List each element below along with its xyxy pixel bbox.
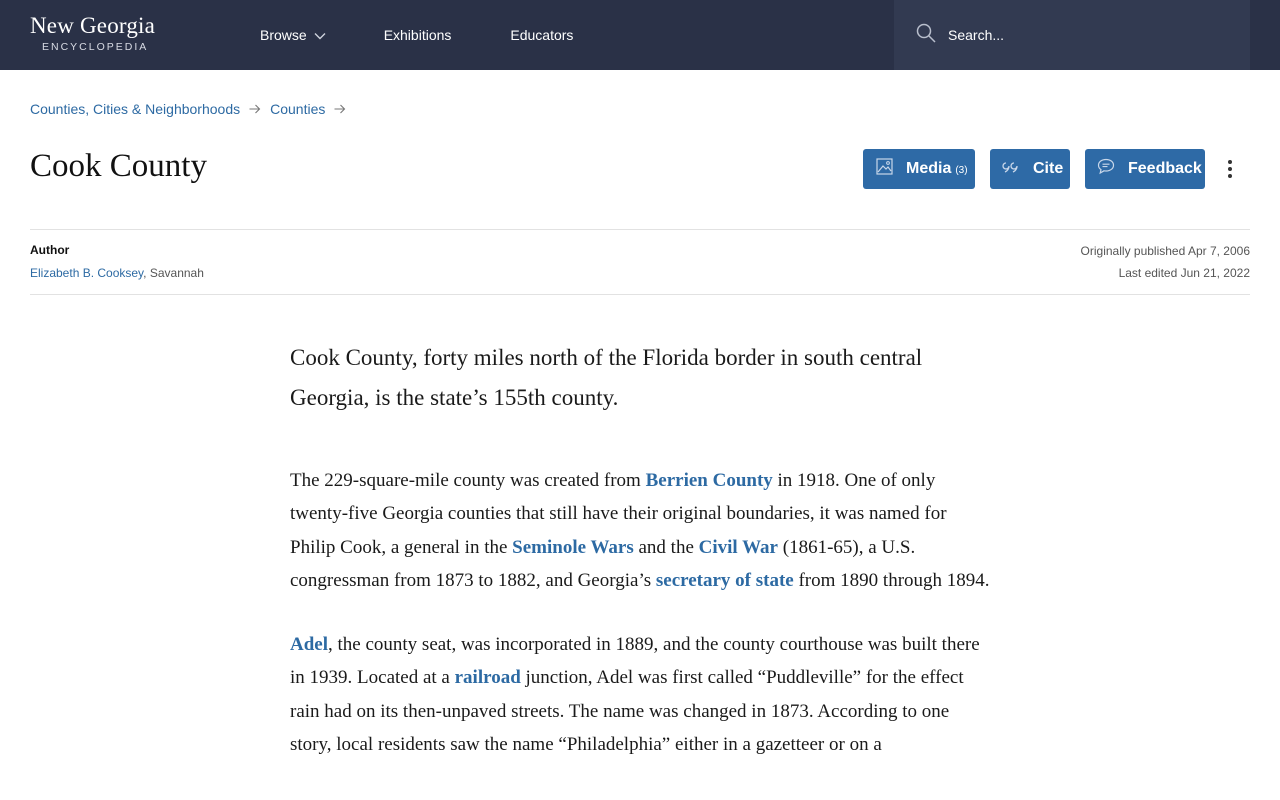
logo-subtitle: ENCYCLOPEDIA <box>42 41 149 53</box>
nav-educators[interactable] <box>510 27 573 43</box>
speech-bubble-icon <box>1097 158 1128 180</box>
media-button-label: Media <box>906 160 952 177</box>
main-nav <box>260 0 573 70</box>
site-header <box>0 0 1280 70</box>
image-icon <box>876 158 906 180</box>
link-adel[interactable]: Adel <box>290 634 328 656</box>
feedback-button[interactable] <box>1085 149 1205 189</box>
search-box[interactable] <box>894 0 1250 70</box>
author-label: Author <box>30 243 70 257</box>
nav-browse[interactable] <box>260 27 326 43</box>
text-span: junction, Adel was first called “Puddleville” for the effect rain had on its then-unpaved streets. The name was changed in 1873. According to one story, local residents saw the name “Philadelphia” either in a gazetteer or on a <box>290 667 964 756</box>
link-secretary-of-state[interactable]: secretary of state <box>655 569 794 591</box>
nav-exhibitions[interactable] <box>384 27 452 43</box>
link-seminole-wars[interactable]: Seminole Wars <box>512 536 634 558</box>
breadcrumb-counties[interactable]: Counties <box>270 101 326 117</box>
quote-icon <box>1002 160 1033 179</box>
cite-button-label: Cite <box>1033 160 1064 177</box>
text-span: The 229-square-mile county was created from <box>290 470 646 491</box>
text-span: in 1918. One of only twenty-five Georgia counties that still have their original boundaries, it was named for Philip Cook, a general in the <box>290 470 947 558</box>
author-link[interactable]: Elizabeth B. Cooksey <box>30 266 144 280</box>
text-span: from 1890 through 1894. <box>793 569 990 591</box>
link-civil-war[interactable]: Civil War <box>698 536 778 558</box>
nav-exhibitions-label: Exhibitions <box>383 27 452 43</box>
author-location: , Savannah <box>143 266 204 280</box>
search-input[interactable] <box>948 27 1228 43</box>
article-actions <box>863 149 1235 189</box>
breadcrumb-counties-cities[interactable]: Counties, Cities & Neighborhoods <box>30 101 241 117</box>
media-button[interactable] <box>863 149 975 189</box>
article-paragraph <box>290 628 990 761</box>
chevron-down-icon <box>314 27 326 43</box>
edited-date: Last edited Jun 21, 2022 <box>1118 266 1250 280</box>
nav-browse-label: Browse <box>260 27 307 43</box>
text-span: and the <box>633 536 699 558</box>
page-title: Cook County <box>30 148 207 184</box>
divider <box>30 294 1250 295</box>
article-body <box>290 338 990 792</box>
logo-title: New Georgia <box>30 13 156 38</box>
nav-educators-label: Educators <box>510 27 574 43</box>
article-paragraph <box>290 464 990 597</box>
text-span: (1861-65), a U.S. congressman from 1873 to 1882, and Georgia’s <box>290 536 916 591</box>
cite-button[interactable] <box>990 149 1070 189</box>
search-icon[interactable] <box>916 23 936 48</box>
article-lead: Cook County, forty miles north of the Florida border in south central Georgia, is the state’s 155th county. <box>290 345 923 410</box>
author-line <box>30 266 204 280</box>
feedback-button-label: Feedback <box>1128 160 1202 177</box>
arrow-right-icon <box>249 101 261 117</box>
site-logo[interactable] <box>30 13 155 53</box>
more-vertical-icon[interactable] <box>1225 159 1235 180</box>
link-berrien-county[interactable]: Berrien County <box>645 470 773 491</box>
link-railroad[interactable]: railroad <box>454 667 521 689</box>
published-date: Originally published Apr 7, 2006 <box>1080 244 1250 258</box>
media-count: (3) <box>955 165 968 176</box>
text-span: , the county seat, was incorporated in 1889, and the county courthouse was built there in 1939. Located at a <box>290 634 980 689</box>
breadcrumb <box>30 101 355 117</box>
divider <box>30 229 1250 230</box>
arrow-right-icon <box>334 101 346 117</box>
